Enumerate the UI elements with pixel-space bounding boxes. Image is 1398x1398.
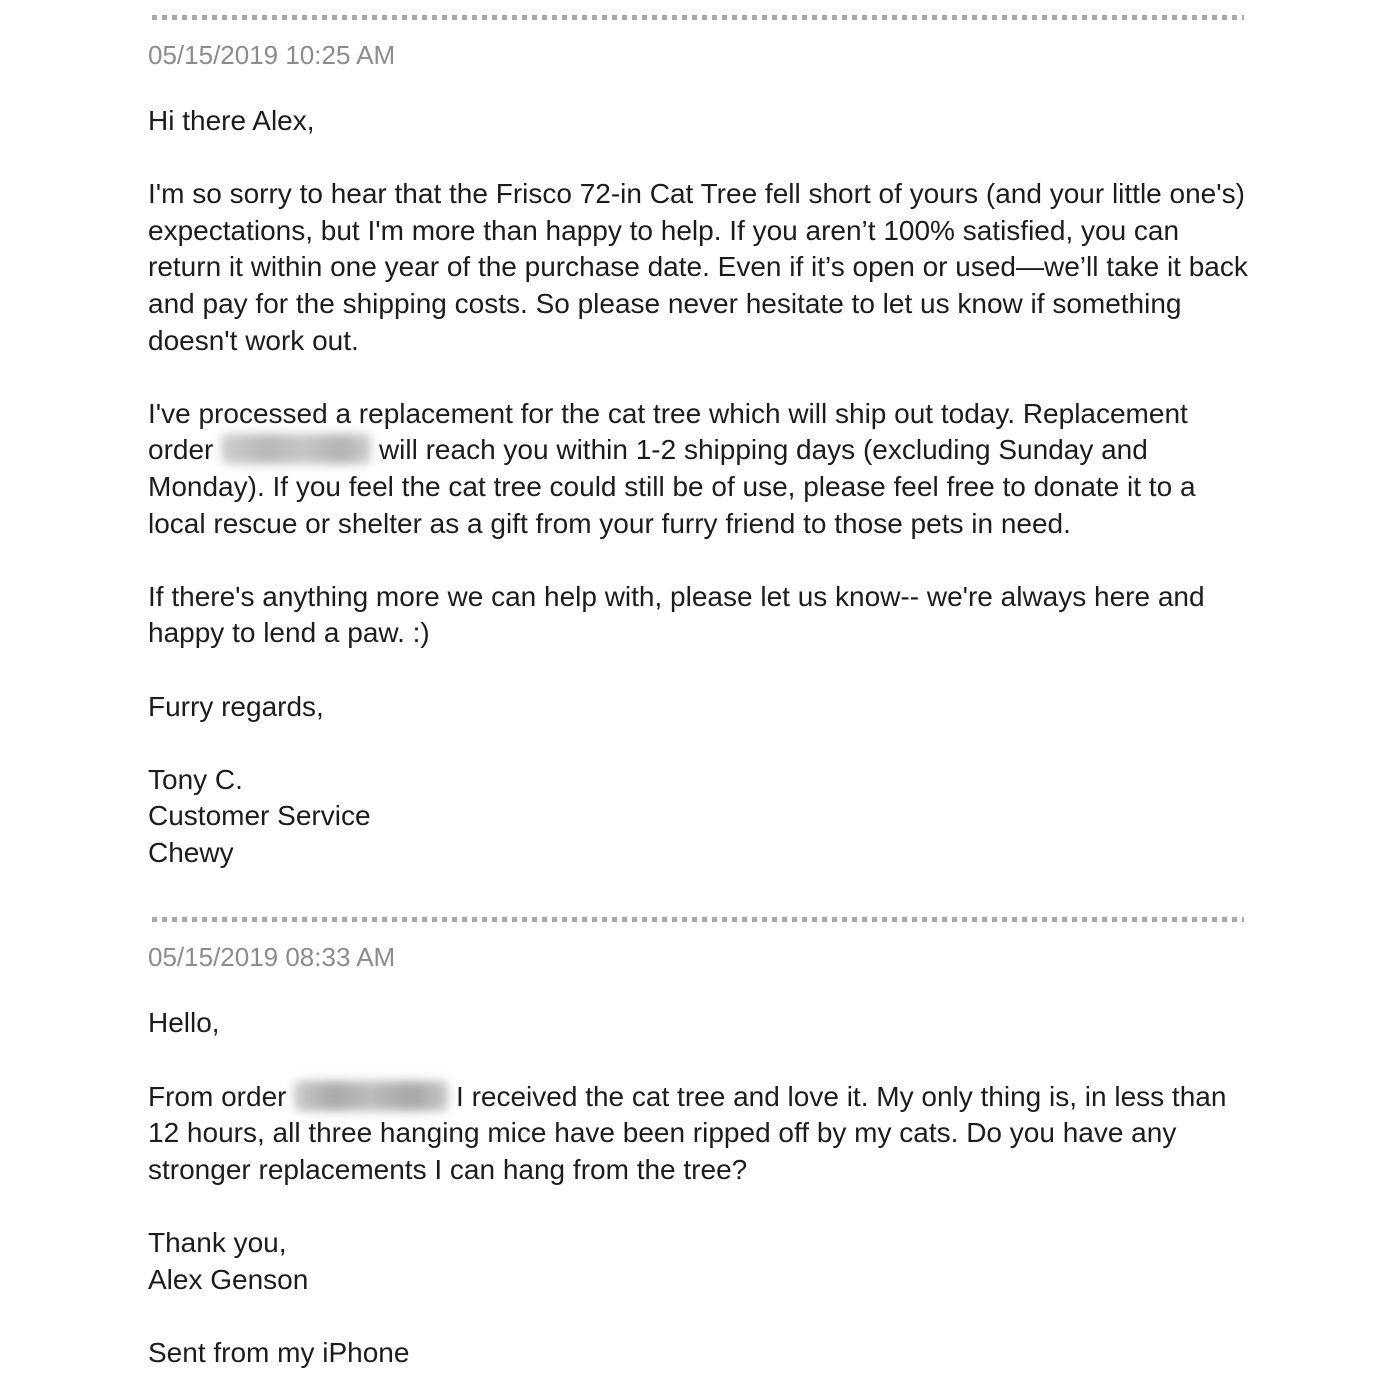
paragraph-issue bbox=[148, 1079, 1258, 1189]
dotted-separator bbox=[152, 15, 1244, 20]
signature-block bbox=[148, 762, 1258, 872]
paragraph-text-pre: I've processed a replacement for the cat tree which will ship out today. Replacement order bbox=[148, 397, 1188, 466]
redacted-order-number bbox=[294, 1081, 448, 1111]
signoff-block bbox=[148, 1225, 1258, 1298]
greeting-text: Hello, bbox=[148, 1007, 220, 1039]
signature-name: Tony C. bbox=[148, 763, 243, 795]
signoff-name: Alex Genson bbox=[148, 1263, 309, 1295]
message-agent-reply bbox=[148, 15, 1258, 871]
sent-from-iphone-footer: Sent from my iPhone bbox=[148, 1336, 410, 1368]
greeting-text: Hi there Alex, bbox=[148, 105, 315, 136]
signoff-text: Thank you, bbox=[148, 1227, 287, 1259]
message-customer-original bbox=[148, 917, 1258, 1371]
paragraph-text-pre: From order bbox=[148, 1080, 287, 1112]
paragraph-text-post: will reach you within 1-2 shipping days (excluding Sunday and Monday). If you feel the cat tree could still be of use, please feel free to donate it to a local rescue or shelter as a gift from your furry friend to those pets in need. bbox=[148, 434, 1196, 539]
signature-title: Customer Service bbox=[148, 800, 371, 832]
paragraph-help-offer: If there's anything more we can help with, please let us know-- we're always here and happy to lend a paw. :) bbox=[148, 580, 1205, 649]
paragraph-text-post: I received the cat tree and love it. My only thing is, in less than 12 hours, all three hanging mice have been ripped off by my cats. Do you have any stronger replacements I can hang from the tree? bbox=[148, 1080, 1227, 1185]
paragraph-apology: I'm so sorry to hear that the Frisco 72-in Cat Tree fell short of yours (and your little one's) expectations, but I'm more than happy to help. If you aren’t 100% satisfied, you can return it within one year of the purchase date. Even if it’s open or used—we’ll take it back and pay for the shipping costs. So please never hesitate to let us know if something doesn't work out. bbox=[148, 178, 1248, 356]
paragraph-replacement bbox=[148, 396, 1258, 542]
closing-text: Furry regards, bbox=[148, 690, 324, 722]
signature-company: Chewy bbox=[148, 836, 234, 868]
redacted-order-number bbox=[221, 434, 371, 464]
message-timestamp: 05/15/2019 08:33 AM bbox=[148, 942, 396, 973]
dotted-separator bbox=[152, 917, 1244, 922]
message-timestamp: 05/15/2019 10:25 AM bbox=[148, 40, 396, 70]
